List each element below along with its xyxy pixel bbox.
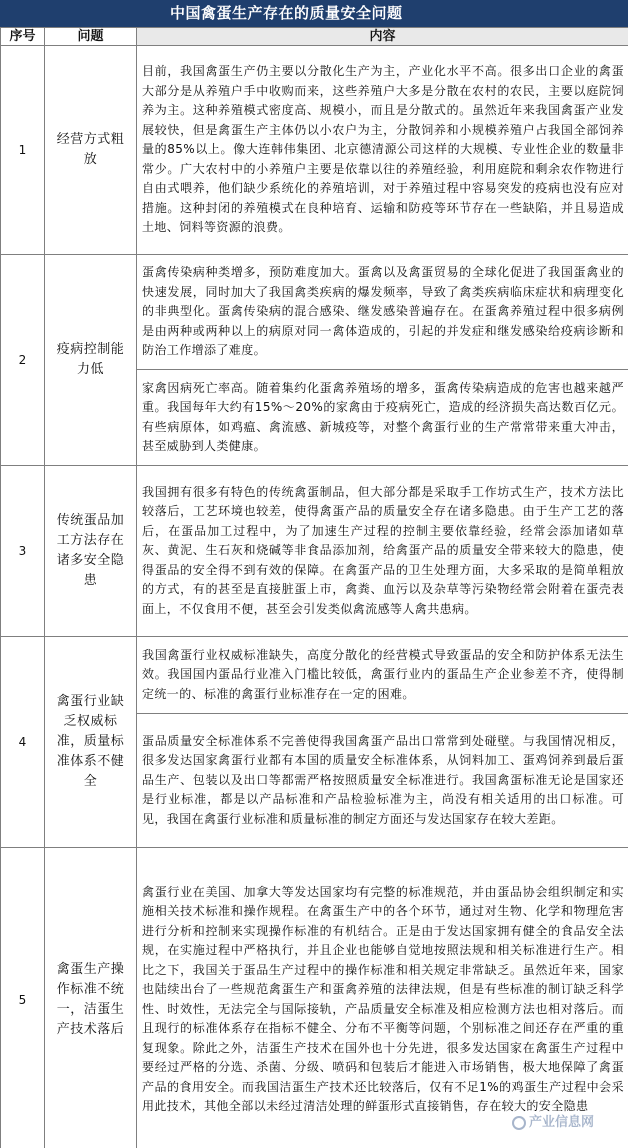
watermark-text: 产业信息网 bbox=[528, 1115, 594, 1130]
row-content: 我国拥有很多有特色的传统禽蛋制品，但大部分都是采取手工作坊式生产，技术方法比较落后，工艺环境也较差，使得禽蛋产品的质量安全存在诸多隐患。由于生产工艺的落后，在蛋品加工过程中，为了加速生产过程的控制主要依靠经验，经常会添加诸如草灰、黄泥、生石灰和烧碱等非食品添加剂，给禽蛋产品的质量安全带来较大的隐患，使得蛋品的安全得不到有效的保障。在禽蛋产品的卫生处理方面，大多采取的是简单粗放的方式，有的甚至是直接脏蛋上市，禽粪、血污以及杂草等污染物经常会附着在蛋壳表面上，不仅食用不便，甚至会引发类似禽流感等人禽共患病。 bbox=[137, 466, 628, 637]
table-row bbox=[1, 46, 628, 255]
header-content: 内容 bbox=[137, 28, 628, 46]
row-problem: 疫病控制能力低 bbox=[45, 255, 137, 466]
header-seq: 序号 bbox=[1, 28, 45, 46]
table-title: 中国禽蛋生产存在的质量安全问题 bbox=[0, 0, 628, 27]
row-problem: 禽蛋生产操作标准不统一，洁蛋生产技术落后 bbox=[45, 848, 137, 1148]
header-problem: 问题 bbox=[45, 28, 137, 46]
watermark-logo bbox=[512, 1111, 594, 1130]
row-content: 家禽因病死亡率高。随着集约化蛋禽养殖场的增多，蛋禽传染病造成的危害也越来越严重。我国每年大约有15%～20%的家禽由于疫病死亡，造成的经济损失高达数百亿元。有些病原体，如鸡瘟、禽流感、新城疫等，对整个禽蛋行业的生产常常带来重大冲击，甚至威胁到人类健康。 bbox=[137, 370, 628, 466]
row-number: 3 bbox=[1, 466, 45, 637]
row-content: 禽蛋行业在美国、加拿大等发达国家均有完整的标准规范，并由蛋品协会组织制定和实施相关技术标准和操作规程。在禽蛋生产中的各个环节，通过对生物、化学和物理危害进行分析和控制来实现操作标准的有机结合。正是由于发达国家拥有健全的食品安全法规，在实施过程中严格执行，并且企业也能够自觉地按照法规和相关标准进行生产。相比之下，我国关于蛋品生产过程中的操作标准和相关规定非常缺乏。虽然近年来，国家也陆续出台了一些规范禽蛋生产和蛋禽养殖的法律法规，但是有些标准的制订缺乏科学性、时效性，无法完全与国际接轨，产品质量安全标准及相应检测方法也相对落后。而且现行的标准体系存在指标不健全、分布不平衡等问题，个别标准之间还存在严重的重复现象。除此之外，洁蛋生产技术在国外也十分先进，很多发达国家在禽蛋生产过程中要经过严格的分选、杀菌、分级、喷码和包装后才能进入市场销售，极大地保障了禽蛋产品的食用安全。而我国洁蛋生产技术还比较落后，仅有不足1%的鸡蛋生产过程中会采用此技术，其他全部以未经过清洁处理的鲜蛋形式直接销售，存在较大的安全隐患 bbox=[137, 848, 628, 1148]
quality-issues-table bbox=[0, 27, 628, 1148]
row-content: 我国禽蛋行业权威标准缺失，高度分散化的经营模式导致蛋品的安全和防护体系无法生效。我国国内蛋品行业准入门槛比较低，禽蛋行业内的蛋品生产企业参差不齐，使得制定统一的、标准的禽蛋行业标准存在一定的困难。 bbox=[137, 637, 628, 714]
logo-icon bbox=[512, 1116, 526, 1130]
row-problem: 禽蛋行业缺乏权威标准，质量标准体系不健全 bbox=[45, 637, 137, 848]
row-content: 目前，我国禽蛋生产仍主要以分散化生产为主，产业化水平不高。很多出口企业的禽蛋大部分是从养殖户手中收购而来，这些养殖户大多是分散在农村的农民，主要以庭院饲养为主。这种养殖模式密度高、规模小，而且是分散式的。虽然近年来我国禽蛋产业发展较快，但是禽蛋生产主体仍以小农户为主，分散饲养和小规模养殖户占我国全部饲养量的85%以上。像大连韩伟集团、北京德清源公司这样的大规模、专业性企业的数量非常少。广大农村中的小养殖户主要是依靠以往的养殖经验，利用庭院和剩余农作物进行自由式喂养，他们缺少系统化的养殖培训，对于养殖过程中容易突发的疫病也没有应对措施。这种封闭的养殖模式在良种培育、运输和防疫等环节存在一些缺陷，并且易造成土地、饲料等资源的浪费。 bbox=[137, 46, 628, 255]
table-row bbox=[1, 466, 628, 637]
row-problem: 传统蛋品加工方法存在诸多安全隐患 bbox=[45, 466, 137, 637]
row-number: 1 bbox=[1, 46, 45, 255]
header-row bbox=[1, 28, 628, 46]
row-number: 5 bbox=[1, 848, 45, 1148]
row-content: 蛋禽传染病种类增多，预防难度加大。蛋禽以及禽蛋贸易的全球化促进了我国蛋禽业的快速发展，同时加大了我国禽类疾病的爆发频率，导致了禽类疾病临床症状和病理变化的非典型化。蛋禽传染病的混合感染、继发感染普遍存在。在蛋禽养殖过程中很多病例是由两种或两种以上的病原对同一禽体造成的，引起的并发症和继发感染给疫病诊断和防治工作增添了难度。 bbox=[137, 255, 628, 370]
table-row bbox=[1, 637, 628, 714]
row-problem: 经营方式粗放 bbox=[45, 46, 137, 255]
row-number: 4 bbox=[1, 637, 45, 848]
row-number: 2 bbox=[1, 255, 45, 466]
table-row bbox=[1, 848, 628, 1148]
row-content: 蛋品质量安全标准体系不完善使得我国禽蛋产品出口常常到处碰壁。与我国情况相反，很多发达国家禽蛋行业都有本国的质量安全标准体系，从饲料加工、蛋鸡饲养到最后蛋品生产、包装以及出口等都需严格按照质量安全标准进行。我国禽蛋标准无论是国家还是行业标准，都是以产品标准和产品检验标准为主，尚没有相关适用的出口标准。可见，我国在禽蛋行业标准和质量标准的制定方面还与发达国家存在较大差距。 bbox=[137, 714, 628, 848]
table-row bbox=[1, 255, 628, 370]
